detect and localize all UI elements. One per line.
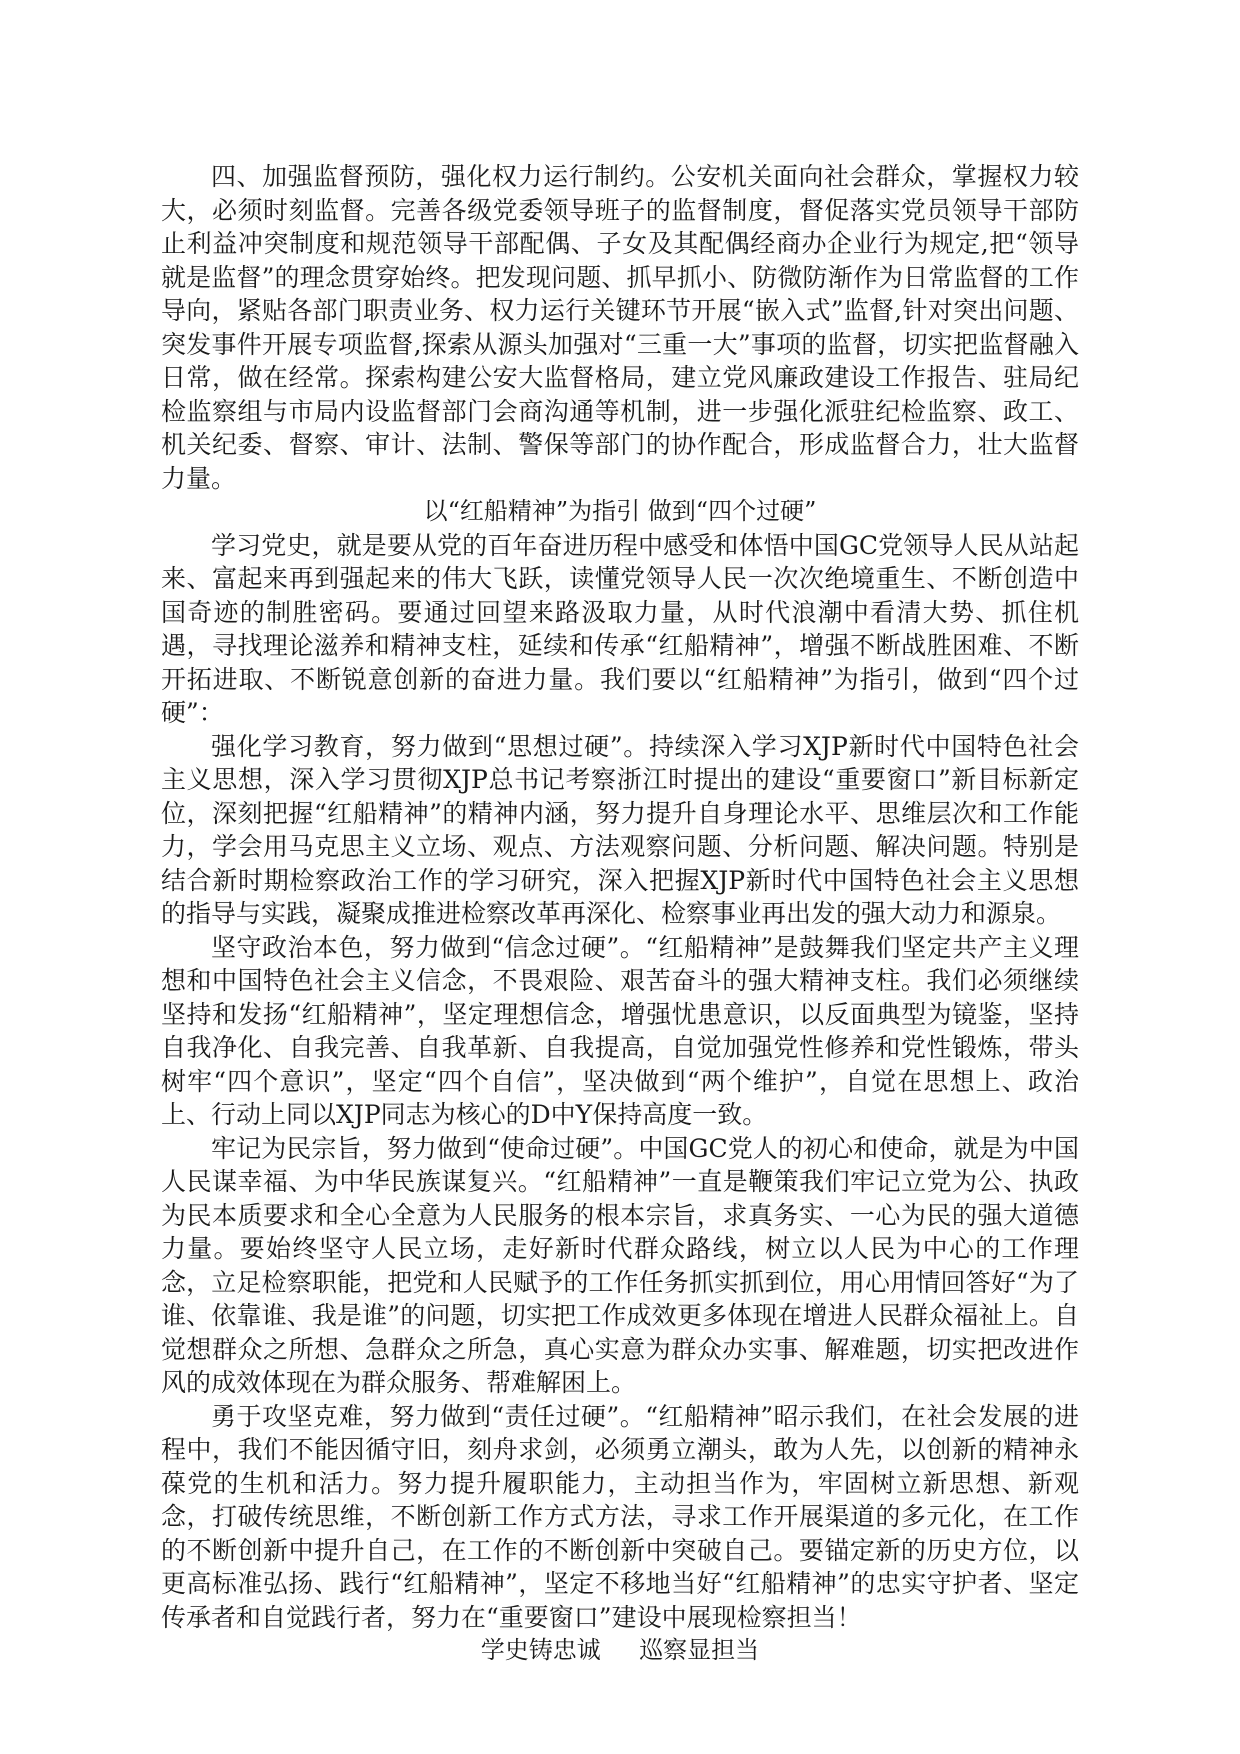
paragraph-belief: 坚守政治本色，努力做到“信念过硬”。“红船精神”是鼓舞我们坚定共产主义理想和中国特色社会主义信念，不畏艰险、艰苦奋斗的强大精神支柱。我们必须继续坚持和发扬“红船精神”，坚定理想信念，增强忧患意识，以反面典型为镜鉴，坚持自我净化、自我完善、自我革新、自我提高，自觉加强党性修养和党性锻炼，带头树牢“四个意识”，坚定“四个自信”，坚决做到“两个维护”，自觉在思想上、政治上、行动上同以XJP同志为核心的D中Y保持高度一致。 (161, 932, 1079, 1129)
paragraph-thought: 强化学习教育，努力做到“思想过硬”。持续深入学习XJP新时代中国特色社会主义思想，深入学习贯彻XJP总书记考察浙江时提出的建设“重要窗口”新目标新定位，深刻把握“红船精神”的精神内涵，努力提升自身理论水平、思维层次和工作能力，学会用马克思主义立场、观点、方法观察问题、分析问题、解决问题。特别是结合新时期检察政治工作的学习研究，深入把握XJP新时代中国特色社会主义思想的指导与实践，凝聚成推进检察改革再深化、检察事业再出发的强大动力和源泉。 (161, 731, 1079, 928)
paragraph-intro: 学习党史，就是要从党的百年奋进历程中感受和体悟中国GC党领导人民从站起来、富起来再到强起来的伟大飞跃，读懂党领导人民一次次绝境重生、不断创造中国奇迹的制胜密码。要通过回望来路汲取力量，从时代浪潮中看清大势、抓住机遇，寻找理论滋养和精神支柱，延续和传承“红船精神”，增强不断战胜困难、不断开拓进取、不断锐意创新的奋进力量。我们要以“红船精神”为指引，做到“四个过硬”： (161, 530, 1079, 727)
closing-heading (161, 1634, 1079, 1668)
closing-heading-part2: 巡察显担当 (639, 1636, 760, 1664)
section-heading-red-boat: 以“红船精神”为指引 做到“四个过硬” (423, 497, 817, 525)
paragraph-supervision: 四、加强监督预防，强化权力运行制约。公安机关面向社会群众，掌握权力较大，必须时刻监督。完善各级党委领导班子的监督制度，督促落实党员领导干部防止利益冲突制度和规范领导干部配偶、子女及其配偶经商办企业行为规定,把“领导就是监督”的理念贯穿始终。把发现问题、抓早抓小、防微防渐作为日常监督的工作导向，紧贴各部门职责业务、权力运行关键环节开展“嵌入式”监督,针对突出问题、突发事件开展专项监督,探索从源头加强对“三重一大”事项的监督，切实把监督融入日常，做在经常。探索构建公安大监督格局，建立党风廉政建设工作报告、驻局纪检监察组与市局内设监督部门会商沟通等机制，进一步强化派驻纪检监察、政工、机关纪委、督察、审计、法制、警保等部门的协作配合，形成监督合力，壮大监督力量。 (161, 162, 1079, 493)
paragraph-responsibility: 勇于攻坚克难，努力做到“责任过硬”。“红船精神”昭示我们，在社会发展的进程中，我们不能因循守旧，刻舟求剑，必须勇立潮头，敢为人先，以创新的精神永葆党的生机和活力。努力提升履职能力，主动担当作为，牢固树立新思想、新观念，打破传统思维，不断创新工作方式方法，寻求工作开展渠道的多元化，在工作的不断创新中提升自己，在工作的不断创新中突破自己。要锚定新的历史方位，以更高标准弘扬、践行“红船精神”，坚定不移地当好“红船精神”的忠实守护者、坚定传承者和自觉践行者，努力在“重要窗口”建设中展现检察担当！ (161, 1401, 1079, 1632)
paragraph-mission: 牢记为民宗旨，努力做到“使命过硬”。中国GC党人的初心和使命，就是为中国人民谋幸福、为中华民族谋复兴。“红船精神”一直是鞭策我们牢记立党为公、执政为民本质要求和全心全意为人民服务的根本宗旨，求真务实、一心为民的强大道德力量。要始终坚守人民立场，走好新时代群众路线，树立以人民为中心的工作理念，立足检察职能，把党和人民赋予的工作任务抓实抓到位，用心用情回答好“为了谁、依靠谁、我是谁”的问题，切实把工作成效更多体现在增进人民群众福祉上。自觉想群众之所想、急群众之所急，真心实意为群众办实事、解难题，切实把改进作风的成效体现在为群众服务、帮难解困上。 (161, 1133, 1079, 1397)
document-page (161, 160, 1079, 1668)
closing-heading-part1: 学史铸忠诚 (480, 1636, 601, 1664)
